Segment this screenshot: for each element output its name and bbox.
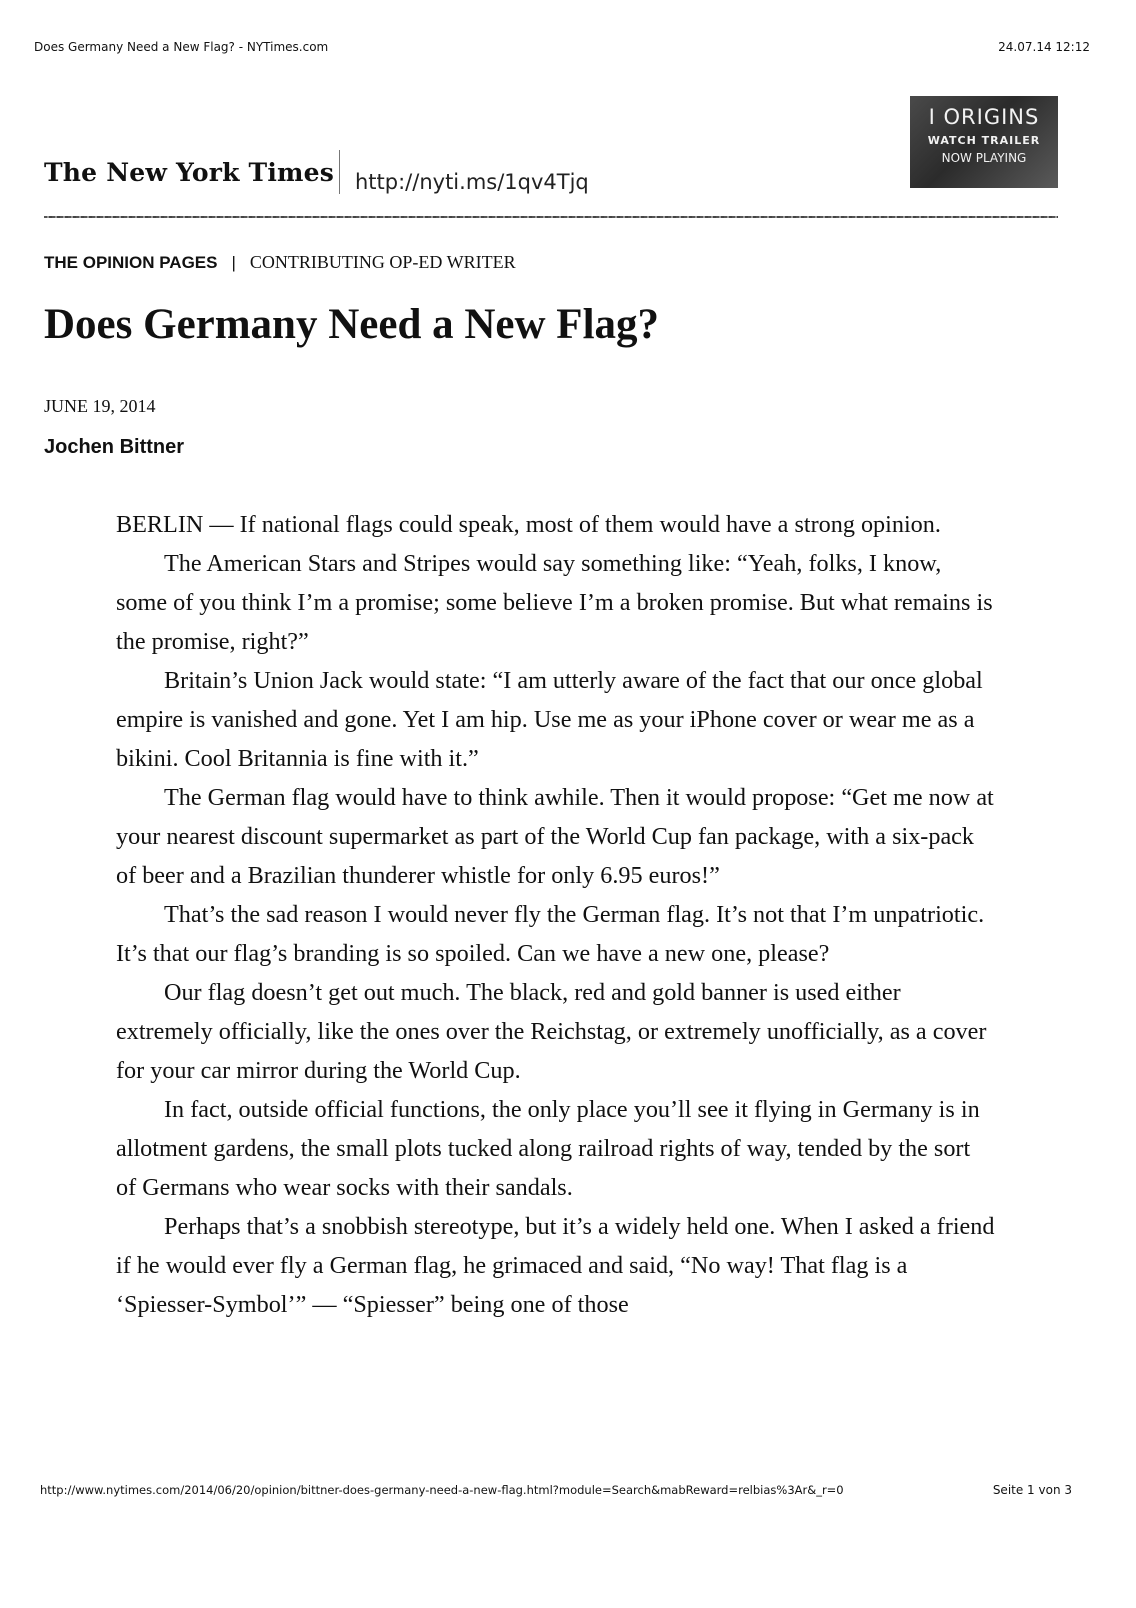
masthead-rule	[44, 216, 1058, 218]
article-byline[interactable]: Jochen Bittner	[44, 436, 185, 458]
article-paragraph: Our flag doesn’t get out much. The black, red and gold banner is used either extremely officially, like the ones over the Reichstag, or extremely unofficially, as a cover for your car mirror during the World Cup.	[116, 979, 987, 1084]
article-date: JUNE 19, 2014	[44, 396, 156, 416]
print-footer-url: http://www.nytimes.com/2014/06/20/opinion/bittner-does-germany-need-a-new-flag.html?module=Search&mabReward=relbias%3Ar&_r=0	[40, 1483, 844, 1497]
article-paragraph: Perhaps that’s a snobbish stereotype, but it’s a widely held one. When I asked a friend if he would ever fly a German flag, he grimaced and said, “No way! That flag is a ‘Spiesser-Symbol’” — “Spiesser” being one of those	[116, 1213, 995, 1318]
ad-title: I ORIGINS	[928, 105, 1040, 129]
print-footer-page-number: Seite 1 von 3	[992, 1483, 1072, 1497]
print-header-date-time: 24.07.14 12:12	[998, 40, 1090, 54]
short-url[interactable]: http://nyti.ms/1qv4Tjq	[355, 170, 589, 194]
section-link-opinion-pages[interactable]: THE OPINION PAGES	[44, 253, 218, 272]
article-paragraph: Britain’s Union Jack would state: “I am utterly aware of the fact that our once global empire is vanished and gone. Yet I am hip. Use me as your iPhone cover or wear me as a bikini. Cool Britannia is fine with it.”	[116, 667, 983, 772]
ad-now-playing: NOW PLAYING	[941, 151, 1027, 165]
kicker	[44, 252, 516, 273]
article-headline: Does Germany Need a New Flag?	[44, 301, 660, 348]
article-paragraph: That’s the sad reason I would never fly the German flag. It’s not that I’m unpatriotic. It’s that our flag’s branding is so spoiled. Can we have a new one, please?	[116, 901, 985, 967]
kicker-separator: |	[231, 253, 236, 272]
logo-divider	[339, 150, 340, 194]
ad-banner[interactable]	[910, 96, 1058, 188]
article-paragraph: In fact, outside official functions, the only place you’ll see it flying in Germany is in allotment gardens, the small plots tucked along railroad rights of way, tended by the sort of Germans who wear socks with their sandals.	[116, 1096, 980, 1201]
ad-watch-trailer: WATCH TRAILER	[927, 134, 1041, 147]
article-paragraph: The American Stars and Stripes would say something like: “Yeah, folks, I know, some of you think I’m a promise; some believe I’m a broken promise. But what remains is the promise, right?”	[116, 550, 993, 655]
article-paragraph: BERLIN — If national flags could speak, most of them would have a strong opinion.	[116, 511, 941, 538]
nyt-logo[interactable]: The New York Times	[44, 158, 335, 187]
article-paragraph: The German flag would have to think awhile. Then it would propose: “Get me now at your nearest discount supermarket as part of the World Cup fan package, with a six-pack of beer and a Brazilian thunderer whistle for only 6.95 euros!”	[116, 784, 994, 889]
article-body	[116, 505, 996, 1324]
column-label: CONTRIBUTING OP-ED WRITER	[249, 252, 516, 272]
print-header-page-title: Does Germany Need a New Flag? - NYTimes.com	[34, 40, 329, 54]
